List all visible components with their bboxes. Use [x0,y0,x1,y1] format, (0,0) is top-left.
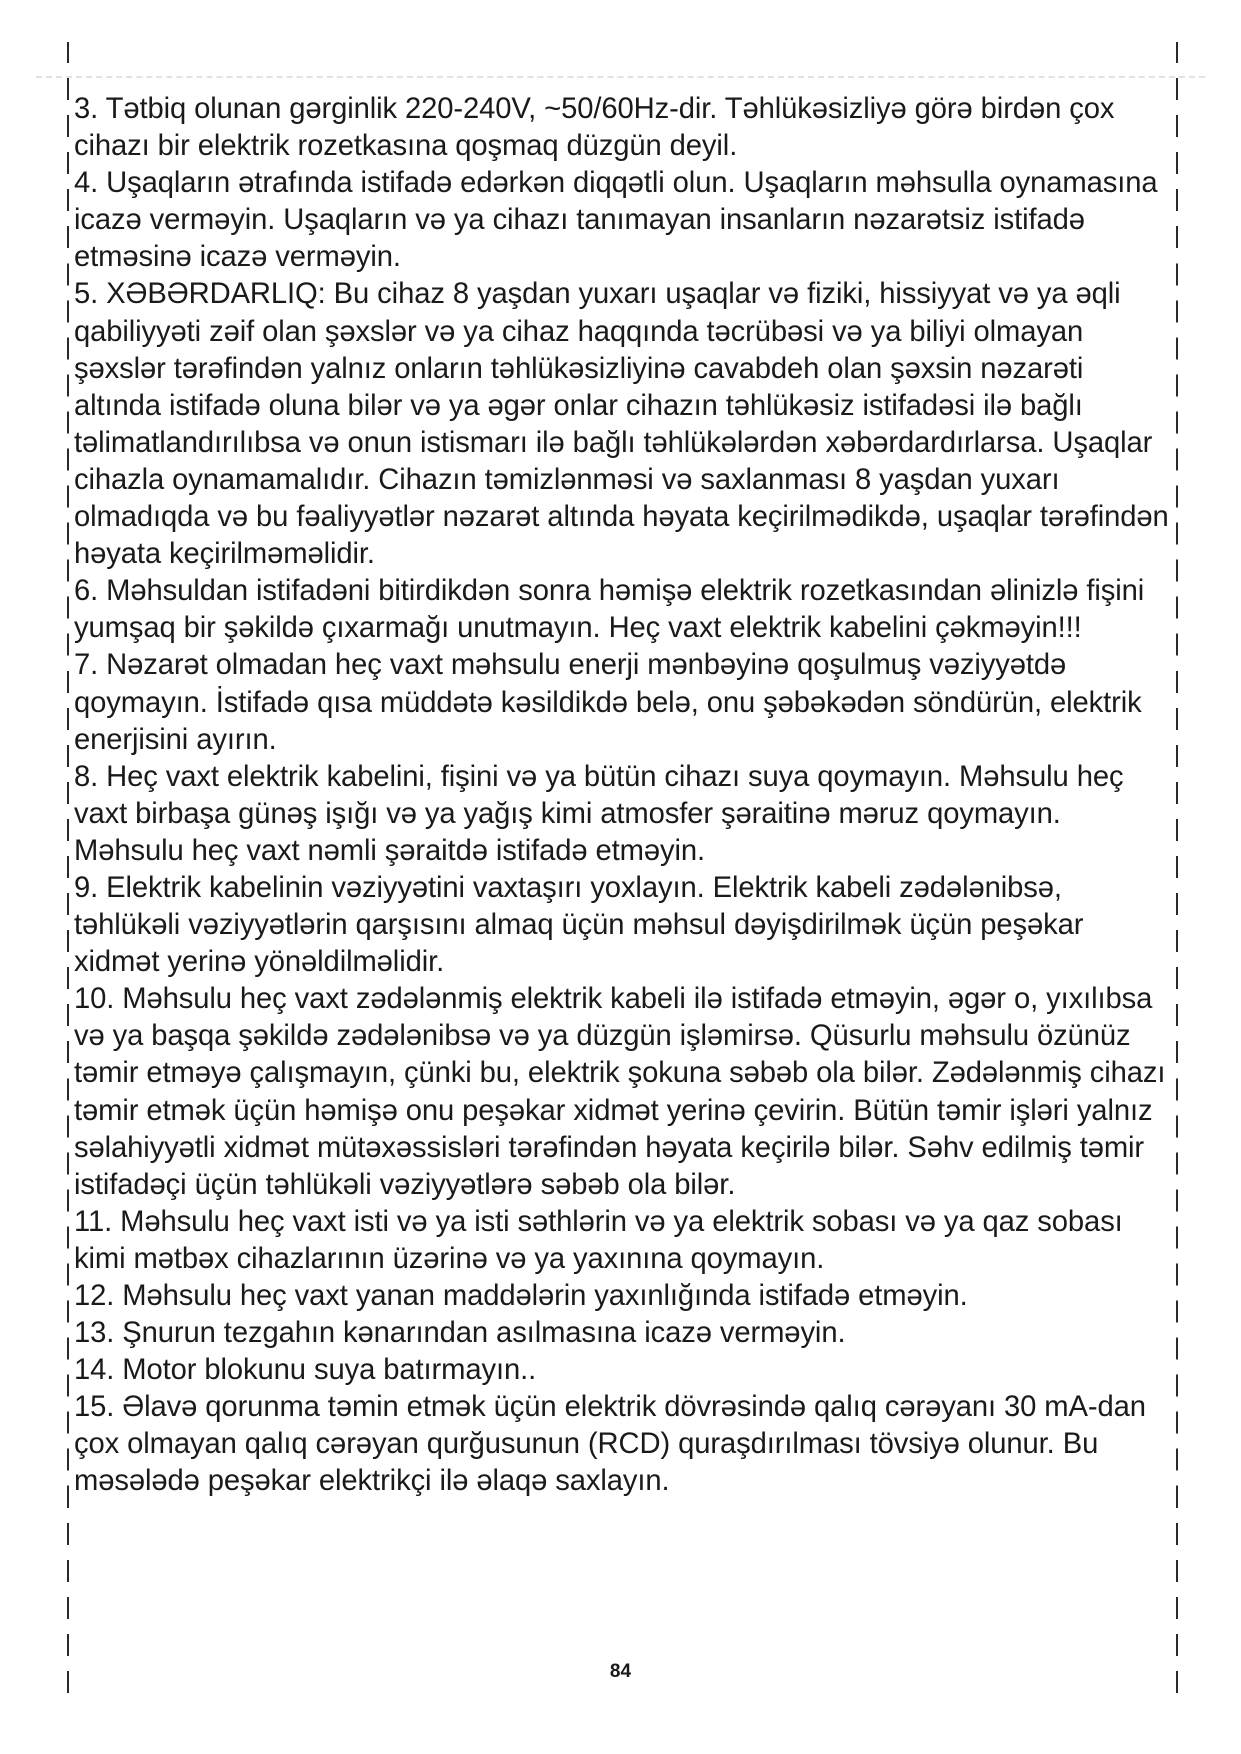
instruction-11: 11. Məhsulu heç vaxt isti və ya isti səthlərin və ya elektrik sobası və ya qaz sobası kimi mətbəx cihazlarının üzərinə və ya yaxınına qoymayın. [74,1205,1123,1275]
instruction-3: 3. Tətbiq olunan gərginlik 220-240V, ~50/60Hz-dir. Təhlükəsizliyə görə birdən çox cihazı bir elektrik rozetkasına qoşmaq düzgün deyil. [74,93,1115,163]
top-cut-line [36,76,1205,78]
instruction-10: 10. Məhsulu heç vaxt zədələnmiş elektrik kabeli ilə istifadə etməyin, əgər o, yıxılıbsa və ya başqa şəkildə zədələnibsə və ya düzgün işləmirsə. Qüsurlu məhsulu özünüz təmir etməyə çalışmayın, çünki bu, elektrik şokuna səbəb ola bilər. Zədələnmiş cihazı təmir etmək üçün həmişə onu peşəkar xidmət yerinə çevirin. Bütün təmir işləri yalnız səlahiyyətli xidmət mütəxəssisləri tərəfindən həyata keçirilə bilər. Səhv edilmiş təmir istifadəçi üçün təhlükəli vəziyyətlərə səbəb ola bilər. [74,983,1166,1201]
instruction-5-warning: 5. XƏBƏRDARLIQ: Bu cihaz 8 yaşdan yuxarı uşaqlar və fiziki, hissiyyat və ya əqli qabiliyyəti zəif olan şəxslər və ya cihaz haqqında təcrübəsi və ya biliyi olmayan şəxslər tərəfindən yalnız onların təhlükəsizliyinə cavabdeh olan şəxsin nəzarəti altında istifadə oluna bilər və ya əgər onlar cihazın təhlükəsiz istifadəsi ilə bağlı təlimatlandırılıbsa və onun istismarı ilə bağlı təhlükələrdən xəbərdardırlarsa. Uşaqlar cihazla oynamamalıdır. Cihazın təmizlənməsi və saxlanması 8 yaşdan yuxarı olmadıqda və bu fəaliyyətlər nəzarət altında həyata keçirilmədikdə, uşaqlar tərəfindən həyata keçirilməməlidir. [74,278,1169,571]
left-margin-guide [67,42,69,1694]
instruction-15: 15. Əlavə qorunma təmin etmək üçün elektrik dövrəsində qalıq cərəyanı 30 mA-dan çox olmayan qalıq cərəyan qurğusunun (RCD) quraşdırılması tövsiyə olunur. Bu məsələdə peşəkar elektrikçi ilə əlaqə saxlayın. [74,1391,1146,1498]
instruction-12: 12. Məhsulu heç vaxt yanan maddələrin yaxınlığında istifadə etməyin. [74,1280,968,1312]
instruction-14: 14. Motor blokunu suya batırmayın.. [74,1354,537,1387]
safety-instructions [74,91,1170,1501]
instruction-13: 13. Şnurun tezgahın kənarından asılmasına icazə verməyin. [74,1317,846,1350]
instruction-8: 8. Heç vaxt elektrik kabelini, fişini və ya bütün cihazı suya qoymayın. Məhsulu heç vaxt birbaşa günəş işığı və ya yağış kimi atmosfer şəraitinə məruz qoymayın. Məhsulu heç vaxt nəmli şəraitdə istifadə etməyin. [74,760,1124,867]
instruction-4: 4. Uşaqların ətrafında istifadə edərkən diqqətli olun. Uşaqların məhsulla oynamasına icazə verməyin. Uşaqların və ya cihazı tanımayan insanların nəzarətsiz istifadə etməsinə icazə verməyin. [74,167,1158,274]
instruction-7: 7. Nəzarət olmadan heç vaxt məhsulu enerji mənbəyinə qoşulmuş vəziyyətdə qoymayın. İstifadə qısa müddətə kəsildikdə belə, onu şəbəkədən söndürün, elektrik enerjisini ayırın. [74,649,1142,756]
right-margin-guide [1176,42,1178,1694]
page-number: 84 [609,1661,632,1682]
instruction-9: 9. Elektrik kabelinin vəziyyətini vaxtaşırı yoxlayın. Elektrik kabeli zədələnibsə, təhlükəli vəziyyətlərin qarşısını almaq üçün məhsul dəyişdirilmək üçün peşəkar xidmət yerinə yönəldilməlidir. [74,871,1084,979]
instruction-6: 6. Məhsuldan istifadəni bitirdikdən sonra həmişə elektrik rozetkasından əlinizlə fişini yumşaq bir şəkildə çıxarmağı unutmayın. Heç vaxt elektrik kabelini çəkməyin!!! [74,575,1145,645]
